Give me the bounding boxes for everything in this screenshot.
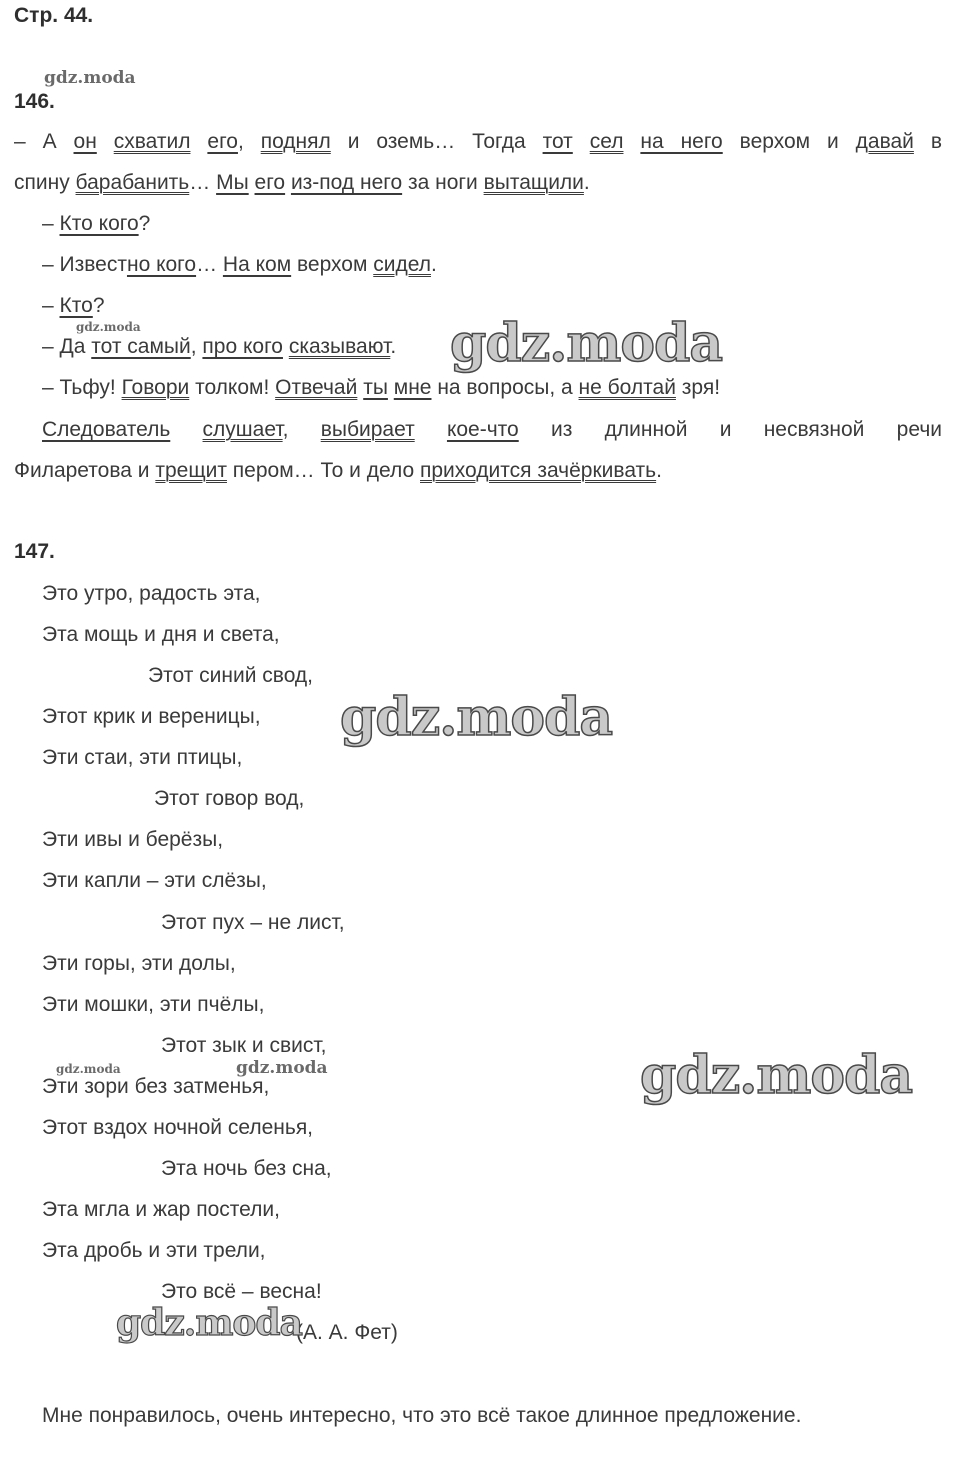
poem-line: Этот говор вод,	[154, 787, 305, 810]
ex146-line-7: – Тьфу! Говори толком! Отвечай ты мне на вопросы, а не болтай зря!	[42, 376, 721, 399]
poem-line: Это всё – весна!	[161, 1280, 322, 1303]
poem-line: Эта дробь и эти трели,	[42, 1239, 266, 1262]
poem-line: Эти ивы и берёзы,	[42, 828, 224, 851]
ex146-line-5: – Кто?	[42, 294, 105, 317]
poem-line: Эта ночь без сна,	[161, 1157, 332, 1180]
ex146-line-3: – Кто кого?	[42, 212, 151, 235]
poem-line: Эти капли – эти слёзы,	[42, 869, 267, 892]
watermark: gdz.moda	[340, 687, 613, 748]
watermark: gdz.moda	[236, 1058, 328, 1078]
watermark: gdz.moda	[56, 1062, 121, 1076]
ex146-line-8: Следователь слушает, выбирает кое-что из длинной и несвязной речи	[42, 418, 943, 441]
poem-line: Эта мощь и дня и света,	[42, 623, 280, 646]
poem-line: Этот крик и вереницы,	[42, 705, 261, 728]
poem-line: Эти зори без затменья,	[42, 1075, 270, 1098]
poem-line: Этот вздох ночной селенья,	[42, 1116, 314, 1139]
watermark: gdz.moda	[640, 1045, 913, 1106]
ex146-line-6: – Да тот самый, про кого сказывают.	[42, 335, 397, 358]
ex146-line-4: – Известно кого… На ком верхом сидел.	[42, 253, 437, 276]
poem-line: Эти стаи, эти птицы,	[42, 746, 243, 769]
poem-line: Этот синий свод,	[148, 664, 313, 687]
conclusion-text: Мне понравилось, очень интересно, что это всё такое длинное предложение.	[42, 1404, 802, 1427]
poem-line: Это утро, радость эта,	[42, 582, 261, 605]
page-title: Стр. 44.	[14, 4, 94, 27]
poem-author: (А. А. Фет)	[296, 1321, 398, 1344]
ex146-line-1: – А он схватил его, поднял и оземь… Тогда тот сел на него верхом и давай в	[14, 130, 942, 153]
exercise-146-number: 146.	[14, 90, 55, 113]
poem-line: Эти мошки, эти пчёлы,	[42, 993, 265, 1016]
watermark: gdz.moda	[76, 320, 141, 334]
watermark: gdz.moda	[44, 68, 136, 88]
watermark: gdz.moda	[450, 313, 723, 374]
exercise-147-number: 147.	[14, 540, 55, 563]
poem-line: Эти горы, эти долы,	[42, 952, 236, 975]
poem-line: Эта мгла и жар постели,	[42, 1198, 280, 1221]
poem-line: Этот зык и свист,	[161, 1034, 327, 1057]
ex146-line-9: Филаретова и трещит пером… То и дело приходится зачёркивать.	[14, 459, 662, 482]
watermark: gdz.moda	[116, 1302, 302, 1344]
ex146-line-2: спину барабанить… Мы его из-под него за ноги вытащили.	[14, 171, 590, 194]
poem-line: Этот пух – не лист,	[161, 911, 345, 934]
